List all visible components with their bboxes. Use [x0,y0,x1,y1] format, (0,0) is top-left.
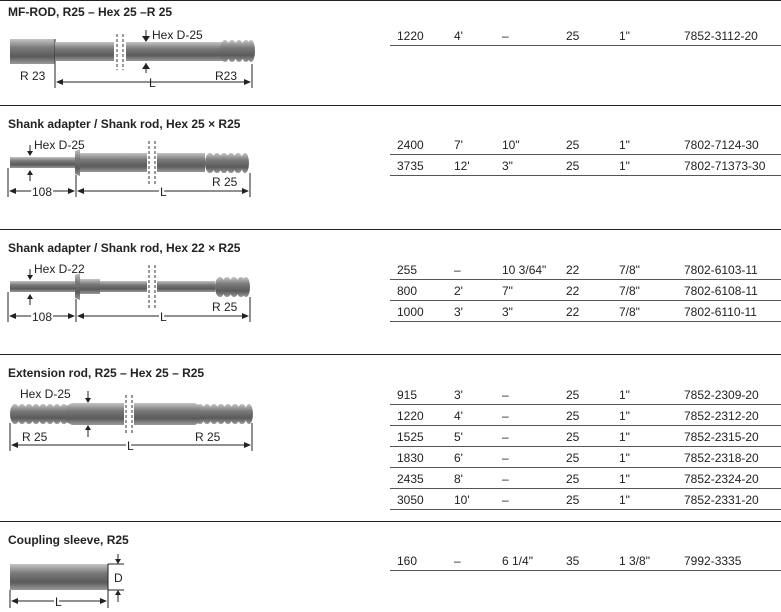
table-cell: 7852-2324-20 [684,472,759,486]
right-thread-label: R 25 [212,175,238,189]
table-cell: 800 [397,284,418,298]
section-title-mf-rod: MF-ROD, R25 – Hex 25 –R 25 [8,5,173,19]
diameter-label: D [114,571,123,585]
table-cell: – [454,554,461,568]
table-cell: 5' [454,430,463,444]
table-cell: 6' [454,451,463,465]
table-row [390,489,781,510]
table-cell: 12' [454,159,470,173]
table-cell: 10" [502,138,520,152]
section-title-extension-rod: Extension rod, R25 – Hex 25 – R25 [8,366,205,380]
table-cell: 160 [397,554,418,568]
length-label: L [149,76,156,90]
table-cell: 1" [619,472,630,486]
length-label: L [55,595,62,609]
length-label: L [127,439,134,453]
table-cell: 25 [566,138,580,152]
shank-hex25-drawing [0,133,390,213]
dimension-label: 108 [32,310,53,324]
right-thread-label: R23 [215,69,238,83]
table-cell: 7852-3112-20 [684,29,758,43]
table-cell: 25 [566,430,580,444]
table-cell: 25 [566,29,580,43]
table-cell: 7852-2318-20 [684,451,759,465]
table-row [390,25,781,46]
table-cell: 7" [502,284,513,298]
table-cell: 7852-2331-20 [684,493,759,507]
section-divider [0,354,781,355]
table-row [390,134,781,155]
table-cell: 7852-2315-20 [684,430,759,444]
table-cell: 255 [397,263,418,277]
table-cell: 2' [454,284,463,298]
table-cell: 35 [566,554,580,568]
dimension-label: 108 [32,185,53,199]
table-cell: – [502,409,509,423]
table-cell: 1525 [397,430,424,444]
table-row [390,550,781,571]
table-cell: 1" [619,159,630,173]
table-cell: 22 [566,305,580,319]
table-cell: 25 [566,472,580,486]
mf-rod-drawing [0,20,390,100]
table-cell: 3" [502,305,513,319]
table-cell: 25 [566,409,580,423]
hex-label: Hex D-22 [34,262,85,276]
table-cell: 8' [454,472,463,486]
table-cell: 1" [619,409,630,423]
table-cell: 1" [619,29,630,43]
table-cell: 6 1/4" [502,554,533,568]
table-cell: 1" [619,451,630,465]
length-label: L [160,185,167,199]
table-cell: 25 [566,388,580,402]
table-cell: 1" [619,493,630,507]
table-cell: – [502,29,509,43]
table-cell: 1" [619,430,630,444]
length-label: L [160,310,167,324]
section-title-coupling-sleeve: Coupling sleeve, R25 [8,533,129,547]
table-cell: 22 [566,263,580,277]
table-cell: 7992-3335 [684,554,742,568]
table-cell: 7/8" [619,305,640,319]
table-cell: 1" [619,388,630,402]
table-cell: 7' [454,138,463,152]
table-row [390,447,781,468]
table-cell: – [454,263,461,277]
section-divider [0,105,781,106]
table-cell: 1220 [397,409,424,423]
shank-hex22-drawing [0,257,390,337]
table-cell: 7802-6110-11 [684,305,757,319]
section-divider [0,0,781,1]
table-row [390,426,781,447]
table-cell: 1220 [397,29,424,43]
coupling-sleeve-drawing [0,550,390,612]
table-cell: 3' [454,305,463,319]
table-cell: – [502,493,509,507]
table-cell: 7/8" [619,263,640,277]
table-cell: 10' [454,493,470,507]
hex-label: Hex D-25 [152,28,203,42]
table-cell: 3' [454,388,463,402]
table-cell: 4' [454,29,463,43]
table-row [390,384,781,405]
table-cell: 1 3/8" [619,554,650,568]
table-cell: 7802-6103-11 [684,263,758,277]
table-row [390,155,781,176]
table-cell: 4' [454,409,463,423]
table-cell: 7802-71373-30 [684,159,766,173]
table-cell: 1000 [397,305,424,319]
right-thread-label: R 25 [195,430,221,444]
table-row [390,405,781,426]
table-cell: 7/8" [619,284,640,298]
table-row [390,468,781,489]
table-cell: 1" [619,138,630,152]
table-cell: 7802-6108-11 [684,284,758,298]
table-row [390,280,781,301]
table-row [390,301,781,322]
right-thread-label: R 25 [212,300,238,314]
hex-label: Hex D-25 [20,387,71,401]
table-cell: 3" [502,159,513,173]
left-thread-label: R 23 [20,69,46,83]
table-cell: 915 [397,388,418,402]
section-divider [0,521,781,522]
table-cell: 25 [566,493,580,507]
table-cell: 1830 [397,451,424,465]
table-cell: 3735 [397,159,424,173]
table-cell: 3050 [397,493,424,507]
table-cell: 25 [566,159,580,173]
table-cell: 7852-2309-20 [684,388,759,402]
table-cell: 25 [566,451,580,465]
section-title-shank-hex25: Shank adapter / Shank rod, Hex 25 × R25 [8,117,241,131]
table-cell: – [502,451,509,465]
section-divider [0,229,781,230]
table-cell: 7802-7124-30 [684,138,759,152]
table-cell: 7852-2312-20 [684,409,759,423]
left-thread-label: R 25 [22,430,48,444]
hex-label: Hex D-25 [34,138,85,152]
table-cell: – [502,472,509,486]
table-cell: – [502,430,509,444]
extension-rod-drawing [0,383,390,463]
table-cell: 2435 [397,472,424,486]
table-cell: 22 [566,284,580,298]
table-cell: 10 3/64" [502,263,547,277]
section-title-shank-hex22: Shank adapter / Shank rod, Hex 22 × R25 [8,241,241,255]
table-row [390,259,781,280]
table-cell: – [502,388,509,402]
table-cell: 2400 [397,138,424,152]
